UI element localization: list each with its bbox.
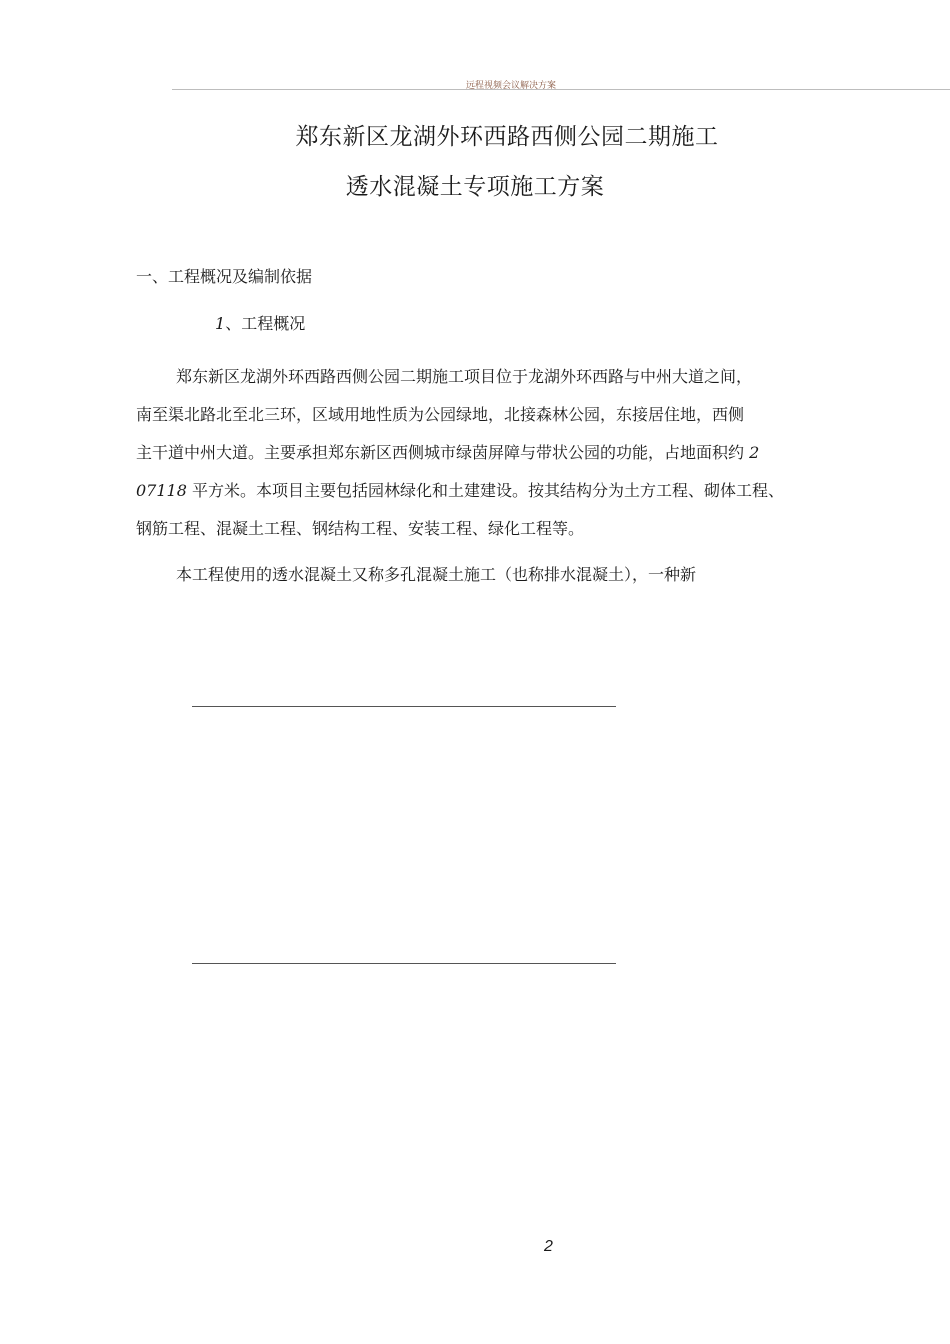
- document-title-line-1: 郑东新区龙湖外环西路西侧公园二期施工: [295, 124, 719, 150]
- paragraph-line: 郑东新区龙湖外环西路西侧公园二期施工项目位于龙湖外环西路与中州大道之间，: [176, 367, 753, 386]
- divider-line: [192, 963, 616, 964]
- paragraph-text: 平方米。本项目主要包括园林绿化和土建建设。按其结构分为土方工程、砌体工程、: [186, 481, 784, 500]
- document-title-line-2: 透水混凝土专项施工方案: [345, 174, 605, 200]
- subsection-title: 、工程概况: [225, 314, 306, 333]
- section-heading: 一、工程概况及编制依据: [136, 267, 313, 286]
- paragraph-text: 主干道中州大道。主要承担郑东新区西侧城市绿茵屏障与带状公园的功能，占地面积约: [136, 443, 745, 462]
- paragraph-line: 南至渠北路北至北三环，区域用地性质为公园绿地，北接森林公园，东接居住地，西侧: [136, 405, 745, 424]
- paragraph-line: [136, 434, 896, 472]
- page-number: 2: [544, 1238, 553, 1255]
- divider-line: [192, 706, 616, 707]
- paragraph-line: [136, 472, 896, 510]
- paragraph-line: 钢筋工程、混凝土工程、钢结构工程、安装工程、绿化工程等。: [136, 519, 585, 538]
- subsection-number: 1: [215, 314, 226, 333]
- project-overview-paragraph: [136, 358, 896, 548]
- running-header: 远程视频会议解决方案: [466, 81, 557, 91]
- area-value-part-1: 2: [744, 443, 760, 462]
- subsection-heading: [215, 311, 305, 334]
- permeable-concrete-paragraph: [136, 556, 896, 594]
- paragraph-line: 本工程使用的透水混凝土又称多孔混凝土施工（也称排水混凝土），一种新: [176, 565, 697, 584]
- area-value-part-2: 07118: [136, 481, 187, 500]
